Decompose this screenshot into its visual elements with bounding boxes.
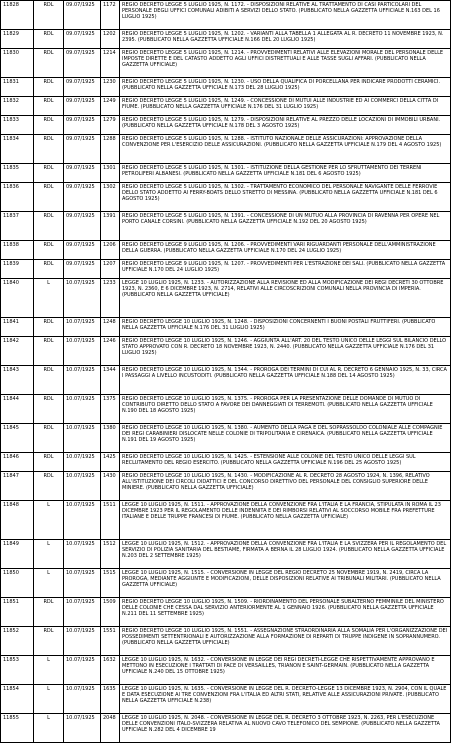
act-number: 1512 [101, 540, 120, 569]
act-number: 1551 [101, 627, 120, 656]
act-description: REGIO DECRETO LEGGE 10 LUGLIO 1925, N. 1248. - DISPOSIZIONI CONCERNENTI I BUONI POSTALI FRUTTIFERI. (PUBBLICATO NELLA GAZZETTA UFFICIALE N.176 DEL 31 LUGLIO 1925) [120, 318, 451, 337]
act-date: 10.07/1925 [64, 598, 101, 627]
act-number: 1172 [101, 1, 120, 30]
table-row [1, 453, 451, 472]
act-type: RDL [34, 49, 64, 78]
table-row [1, 627, 451, 656]
act-type: RDL [34, 260, 64, 279]
act-type: RDL [34, 472, 64, 501]
act-date: 09.07/1925 [64, 212, 101, 241]
row-number: 11845 [1, 424, 34, 453]
act-type: RDL [34, 337, 64, 366]
act-number: 1279 [101, 116, 120, 135]
act-date: 10.07/1925 [64, 627, 101, 656]
act-date: 10.07/1925 [64, 685, 101, 714]
act-description: REGIO DECRETO LEGGE 10 LUGLIO 1925, N. 1425. - ESTENSIONE ALLE COLONIE DEL TESTO UNICO DELLE LEGGI SUL RECLUTAMENTO DEL REGIO ESERCITO. (PUBBLICATO NELLA GAZZETTA UFFICIALE N.196 DEL 25 AGOSTO 1925) [120, 453, 451, 472]
act-description: LEGGE 10 LUGLIO 1925, N. 1632. - CONVERSIONE IN LEGGE DEI REGI DECRETI-LEGGE CHE RISPETTIVAMENTE APPROVANO E METTONO IN ESECUZIONE I TRATTATI DI PACE DI VERSAILLES, TRIANON E SAINT-GERMAIN. (PUBBLICATO NELLA GAZZETTA UFFICIALE N.240 DEL 15 OTTOBRE 1925) [120, 656, 451, 685]
act-date: 09.07/1925 [64, 183, 101, 212]
act-number: 1509 [101, 598, 120, 627]
act-description: LEGGE 10 LUGLIO 1925, N. 1512. - APPROVAZIONE DELLA CONVENZIONE FRA L'ITALIA E LA SVIZZERA PER IL REGOLAMENTO DEL SERVIZIO DI POLIZIA SANITARIA DEL BESTIAME, FIRMATA A BERNA IL 28 LUGLIO 1924. (PUBBLICATO NELLA GAZZETTA UFFICIALE N.203 DEL 2 SETTEMBRE 1925) [120, 540, 451, 569]
act-description: REGIO DECRETO LEGGE 5 LUGLIO 1925, N. 1279. - DISPOSIZIONI RELATIVE AL PREZZO DELLE LOCAZIONI DI IMMOBILI URBANI. (PUBBLICATO NELLA GAZZETTA UFFICIALE N.178 DEL 3 AGOSTO 1925) [120, 116, 451, 135]
act-number: 1214 [101, 49, 120, 78]
row-number: 11833 [1, 116, 34, 135]
table-row [1, 49, 451, 78]
act-date: 09.07/1925 [64, 49, 101, 78]
act-number: 1302 [101, 183, 120, 212]
act-number: 1246 [101, 337, 120, 366]
row-number: 11851 [1, 598, 34, 627]
act-date: 09.07/1925 [64, 97, 101, 116]
row-number: 11837 [1, 212, 34, 241]
act-description: REGIO DECRETO LEGGE 5 LUGLIO 1925, N. 1172. - DISPOSIZIONI RELATIVE AL TRATTAMENTO DI CASI PARTICOLARI DEL PERSONALE DEGLI UFFICI COMUNALI ADIBITI A SERVIZI DELLO STATO. (PUBBLICATO NELLA GAZZETTA UFFICIALE N.163 DEL 16 LUGLIO 1925) [120, 1, 451, 30]
act-type: RDL [34, 1, 64, 30]
row-number: 11838 [1, 241, 34, 260]
row-number: 11829 [1, 30, 34, 49]
row-number: 11849 [1, 540, 34, 569]
act-type: RDL [34, 453, 64, 472]
act-number: 1632 [101, 656, 120, 685]
table-row [1, 241, 451, 260]
table-row [1, 164, 451, 183]
act-number: 1207 [101, 260, 120, 279]
row-number: 11847 [1, 472, 34, 501]
row-number: 11853 [1, 656, 34, 685]
table-row [1, 395, 451, 424]
act-number: 1288 [101, 135, 120, 164]
act-number: 1202 [101, 30, 120, 49]
table-row [1, 30, 451, 49]
row-number: 11844 [1, 395, 34, 424]
row-number: 11828 [1, 1, 34, 30]
act-type: L [34, 656, 64, 685]
row-number: 11841 [1, 318, 34, 337]
act-number: 1301 [101, 164, 120, 183]
act-description: LEGGE 10 LUGLIO 1925, N. 2048. - CONVERSIONE IN LEGGE DEL R. DECRETO 3 OTTOBRE 1923, N. 2263, PER L'ESECUZIONE DELLE CONVENZIONI ITALO-SVIZZERA RELATIVA AL NUOVO CAVO TELEFONICO DEL SEMPIONE. (PUBBLICATO NELLA GAZZETTA UFFICIALE N.282 DEL 4 DICEMBRE 19 [120, 714, 451, 743]
act-number: 1511 [101, 501, 120, 540]
table-row [1, 424, 451, 453]
act-date: 09.07/1925 [64, 164, 101, 183]
row-number: 11836 [1, 183, 34, 212]
table-row [1, 279, 451, 318]
act-date: 09.07/1925 [64, 116, 101, 135]
row-number: 11839 [1, 260, 34, 279]
table-row [1, 260, 451, 279]
act-date: 10.07/1925 [64, 569, 101, 598]
act-type: RDL [34, 78, 64, 97]
row-number: 11831 [1, 78, 34, 97]
table-row [1, 337, 451, 366]
table-row [1, 656, 451, 685]
act-type: RDL [34, 135, 64, 164]
act-number: 1206 [101, 241, 120, 260]
act-type: RDL [34, 627, 64, 656]
act-date: 10.07/1925 [64, 318, 101, 337]
act-number: 1344 [101, 366, 120, 395]
act-date: 10.07/1925 [64, 540, 101, 569]
table-row [1, 501, 451, 540]
act-description: REGIO DECRETO LEGGE 9 LUGLIO 1925, N. 1206. - PROVVEDIMENTI VARI RIGUARDANTI PERSONALE DELL'AMMINISTRAZIONE DELLA GUERRA. (PUBBLICATO NELLA GAZZETTA UFFICIALE N.170 DEL 24 LUGLIO 1925) [120, 241, 451, 260]
act-type: RDL [34, 97, 64, 116]
act-description: LEGGE 10 LUGLIO 1925, N. 1233. - AUTORIZZAZIONE ALLA REVISIONE ED ALLA MODIFICAZIONE DEI REGI DECRETI 30 OTTOBRE 1923, N. 2360, E 6 DICEMBRE 1923, N. 2714, RELATIVI ALLE CIRCOSCRIZIONI COMUNALI NELLA PROVINCIA DI IMPERIA. (PUBBLICATO NELLA GAZZETTA UFFICIALE) [120, 279, 451, 318]
act-date: 10.07/1925 [64, 453, 101, 472]
act-date: 10.07/1925 [64, 501, 101, 540]
act-description: REGIO DECRETO LEGGE 5 LUGLIO 1925, N. 1230. - USO DELLA QUALIFICA DI PORCELLANA PER INDICARE PRODOTTI CERAMICI. (PUBBLICATO NELLA GAZZETTA UFFICIALE N.173 DEL 28 LUGLIO 1925) [120, 78, 451, 97]
act-number: 1380 [101, 424, 120, 453]
row-number: 11843 [1, 366, 34, 395]
row-number: 11852 [1, 627, 34, 656]
act-date: 09.07/1925 [64, 241, 101, 260]
act-description: REGIO DECRETO LEGGE 5 LUGLIO 1925, N. 1249. - CONCESSIONE DI MUTUI ALLE INDUSTRIE ED AI COMMERCI DELLA CITTA DI FIUME. (PUBBLICATO NELLA GAZZETTA UFFICIALE N.176 DEL 31 LUGLIO 1925) [120, 97, 451, 116]
act-date: 10.07/1925 [64, 472, 101, 501]
act-type: RDL [34, 318, 64, 337]
table-row [1, 135, 451, 164]
act-description: LEGGE 10 LUGLIO 1925, N. 1515. - CONVERSIONE IN LEGGE DEL REGIO DECRETO 25 NOVEMBRE 1919, N. 2419, CIRCA LA PROROGA, MEDIANTE AGGIUNTE E MODIFICAZIONI, DELLE DISPOSIZIONI RELATIVE AI TRIBUNALI MILITARI. (PUBBLICATO NELLA GAZZETTA UFFICIALE) [120, 569, 451, 598]
act-description: REGIO DECRETO LEGGE 10 LUGLIO 1925, N. 1551. - ASSEGNAZIONE STRAORDINARIA ALLA SOMALIA PER L'ORGANIZZAZIONE DEI POSSEDIMENTI SETTENTRIONALI E AUTORIZZAZIONE ALLA FORMAZIONE DI REPARTI DI TRUPPE INDIGENE IN SOPRANNUMERO. (PUBBLICATO NELLA GAZZETTA UFFICIALE) [120, 627, 451, 656]
row-number: 11832 [1, 97, 34, 116]
act-type: L [34, 540, 64, 569]
act-date: 09.07/1925 [64, 78, 101, 97]
act-date: 10.07/1925 [64, 395, 101, 424]
act-number: 1249 [101, 97, 120, 116]
act-type: L [34, 279, 64, 318]
act-type: RDL [34, 116, 64, 135]
table-row [1, 598, 451, 627]
row-number: 11854 [1, 685, 34, 714]
act-date: 09.07/1925 [64, 260, 101, 279]
act-type: RDL [34, 183, 64, 212]
act-description: REGIO DECRETO LEGGE 5 LUGLIO 1925, N. 1302. - TRATTAMENTO ECONOMICO DEL PERSONALE NAVIGANTE DELLE FERROVIE DELLO STATO ADDETTO AI FERRY-BOATS DELLO STRETTO DI MESSINA. (PUBBLICATO NELLA GAZZETTA UFFICIALE N.181 DEL 6 AGOSTO 1925) [120, 183, 451, 212]
table-row [1, 212, 451, 241]
row-number: 11830 [1, 49, 34, 78]
act-number: 1391 [101, 212, 120, 241]
act-type: RDL [34, 164, 64, 183]
act-description: REGIO DECRETO LEGGE 5 LUGLIO 1925, N. 1288. - ISTITUTO NAZIONALE DELLE ASSICURAZIONI: APPROVAZIONE DELLA CONVENZIONE PER L'ESERCIZIO DELLE ASSICURAZIONI. (PUBBLICATO NELLA GAZZETTA UFFICIALE N.179 DEL 4 AGOSTO 1925) [120, 135, 451, 164]
act-description: REGIO DECRETO LEGGE 10 LUGLIO 1925, N. 1246. - AGGIUNTA ALL'ART. 20 DEL TESTO UNICO DELLE LEGGI SUL BILANCIO DELLO STATO APPROVATO CON R. DECRETO 18 NOVEMBRE 1923, N. 2440. (PUBBLICATO NELLA GAZZETTA UFFICIALE N.176 DEL 31 LUGLIO 1925) [120, 337, 451, 366]
table-row [1, 1, 451, 30]
table-row [1, 472, 451, 501]
row-number: 11846 [1, 453, 34, 472]
act-description: REGIO DECRETO LEGGE 5 LUGLIO 1925, N. 1214. - PROVVEDIMENTI RELATIVI ALLE ELEVAZIONI MORALE DEL PERSONALE DELLE IMPOSTE DIRETTE E DEL CATASTO ADDETTO AGLI UFFICI DISTRETTUALI E ALLE TASSE SUGLI AFFARI. (PUBBLICATO NELLA GAZZETTA UFFICIALE) [120, 49, 451, 78]
row-number: 11835 [1, 164, 34, 183]
act-date: 10.07/1925 [64, 366, 101, 395]
register-body [1, 1, 451, 743]
table-row [1, 183, 451, 212]
table-row [1, 318, 451, 337]
act-type: RDL [34, 241, 64, 260]
row-number: 11850 [1, 569, 34, 598]
table-row [1, 569, 451, 598]
act-date: 10.07/1925 [64, 279, 101, 318]
act-description: REGIO DECRETO LEGGE 5 LUGLIO 1925, N. 1391. - CONCESSIONE DI UN MUTUO ALLA PROVINCIA DI RAVENNA PER OPERE NEL PORTO CANALE CORSINI. (PUBBLICATO NELLA GAZZETTA UFFICIALE N.192 DEL 20 AGOSTO 1925) [120, 212, 451, 241]
act-number: 2048 [101, 714, 120, 743]
act-description: REGIO DECRETO LEGGE 5 LUGLIO 1925, N. 1301. - ISTITUZIONE DELLA GESTIONE PER LO SFRUTTAMENTO DEI TERRENI PETROLIFERI ALBANESI. (PUBBLICATO NELLA GAZZETTA UFFICIALE N.181 DEL 6 AGOSTO 1925) [120, 164, 451, 183]
row-number: 11848 [1, 501, 34, 540]
act-type: L [34, 569, 64, 598]
row-number: 11842 [1, 337, 34, 366]
act-number: 1233 [101, 279, 120, 318]
act-date: 09.07/1925 [64, 135, 101, 164]
table-row [1, 78, 451, 97]
act-number: 1375 [101, 395, 120, 424]
table-row [1, 540, 451, 569]
table-row [1, 97, 451, 116]
act-description: REGIO DECRETO LEGGE 10 LUGLIO 1925, N. 1375. - PROROGA PER LA PRESENTAZIONE DELLE DOMANDE DI MUTUO DI CONTRIBUTO DIRETTO DELLO STATO A FAVORE DEI DANNEGGIATI DI TERREMOTI. (PUBBLICATO NELLA GAZZETTA UFFICIALE N.190 DEL 18 AGOSTO 1925) [120, 395, 451, 424]
act-number: 1635 [101, 685, 120, 714]
act-date: 10.07/1925 [64, 337, 101, 366]
act-type: RDL [34, 30, 64, 49]
act-description: LEGGE 10 LUGLIO 1925, N. 1511. - APPROVAZIONE DELLA CONVENZIONE FRA L'ITALIA E LA FRANCIA, STIPULATA IN ROMA IL 23 DICEMBRE 1923 PER IL REGOLAMENTO DELLE INDENNITA E DEI RIMBORSI RELATIVI AL SOCCORSO MOBILE FRA PREFETTURE ITALIANE E DELLE TRUPPE FRANCESI DI FIUME. (PUBBLICATO NELLA GAZZETTA UFFICIALE) [120, 501, 451, 540]
act-date: 10.07/1925 [64, 714, 101, 743]
act-type: L [34, 501, 64, 540]
row-number: 11855 [1, 714, 34, 743]
table-row [1, 366, 451, 395]
act-description: REGIO DECRETO LEGGE 10 LUGLIO 1925, N. 1344. - PROROGA DEI TERMINI DI CUI AL R. DECRETO 6 GENNAIO 1925, N. 33, CIRCA I PASSAGGI A LIVELLO INCUSTODITI. (PUBBLICATO NELLA GAZZETTA UFFICIALE N.188 DEL 14 AGOSTO 1925) [120, 366, 451, 395]
table-row [1, 714, 451, 743]
act-description: REGIO DECRETO LEGGE 10 LUGLIO 1925, N. 1509. - RIORDINAMENTO DEL PERSONALE SUBALTERNO FEMMINILE DEL MINISTERO DELLE COLONIE CHE CESSA DAL SERVIZIO ANTERIORMENTE AL 1 GENNAIO 1926. (PUBBLICATO NELLA GAZZETTA UFFICIALE N.211 DEL 11 SETTEMBRE 1925) [120, 598, 451, 627]
act-date: 10.07/1925 [64, 424, 101, 453]
act-number: 1430 [101, 472, 120, 501]
act-description: REGIO DECRETO LEGGE 10 LUGLIO 1925, N. 1380. - AUMENTO DELLA PAGA E DEL SOPRASSOLDO COLONIALE ALLE COMPAGNIE DEI REGI CARABINIERI DISLOCATE NELLE COLONIE DI TRIPOLITANIA E CIRENAICA. (PUBBLICATO NELLA GAZZETTA UFFICIALE N.191 DEL 19 AGOSTO 1925) [120, 424, 451, 453]
act-description: REGIO DECRETO LEGGE 9 LUGLIO 1925, N. 1207. - PROVVEDIMENTI PER L'ESTRAZIONE DEI SALI. (PUBBLICATO NELLA GAZZETTA UFFICIALE N.170 DEL 24 LUGLIO 1925) [120, 260, 451, 279]
act-date: 10.07/1925 [64, 656, 101, 685]
act-description: LEGGE 10 LUGLIO 1925, N. 1635. - CONVERSIONE IN LEGGE DEL R. DECRETO-LEGGE 13 DICEMBRE 1923, N. 2904, CON IL QUALE E DATA ESECUZIONE AI TRE CONVENZIONI FRA L'ITALIA ED ALTRI STATI, RELATIVE ALLE ASSICURAZIONI PRIVATE. (PUBBLICATO NELLA GAZZETTA UFFICIALE N.238) [120, 685, 451, 714]
act-description: REGIO DECRETO LEGGE 10 LUGLIO 1925, N. 1430. - MODIFICAZIONE AL R. DECRETO 28 AGOSTO 1924, N. 1396, RELATIVO ALL'ISTITUZIONE DEI CIRCOLI DIDATTICI E DEL CONCORSO DIRETTIVO DEL PERSONALE DEL CONSIGLIO SUPERIORE DELLE MINIERE. (PUBBLICATO NELLA GAZZETTA UFFICIALE) [120, 472, 451, 501]
row-number: 11840 [1, 279, 34, 318]
table-row [1, 116, 451, 135]
act-number: 1248 [101, 318, 120, 337]
act-type: RDL [34, 366, 64, 395]
act-date: 09.07/1925 [64, 1, 101, 30]
act-type: RDL [34, 424, 64, 453]
act-type: L [34, 714, 64, 743]
act-date: 09.07/1925 [64, 30, 101, 49]
act-type: RDL [34, 395, 64, 424]
act-type: RDL [34, 212, 64, 241]
act-number: 1230 [101, 78, 120, 97]
row-number: 11834 [1, 135, 34, 164]
act-type: RDL [34, 598, 64, 627]
table-row [1, 685, 451, 714]
act-type: L [34, 685, 64, 714]
act-number: 1515 [101, 569, 120, 598]
act-number: 1425 [101, 453, 120, 472]
act-description: REGIO DECRETO LEGGE 5 LUGLIO 1925, N. 1202. - VARIANTI ALLA TABELLA 1 ALLEGATA AL R. DECRETO 11 NOVEMBRE 1923, N. 2395. (PUBBLICATO NELLA GAZZETTA UFFICIALE N.166 DEL 20 LUGLIO 1925) [120, 30, 451, 49]
